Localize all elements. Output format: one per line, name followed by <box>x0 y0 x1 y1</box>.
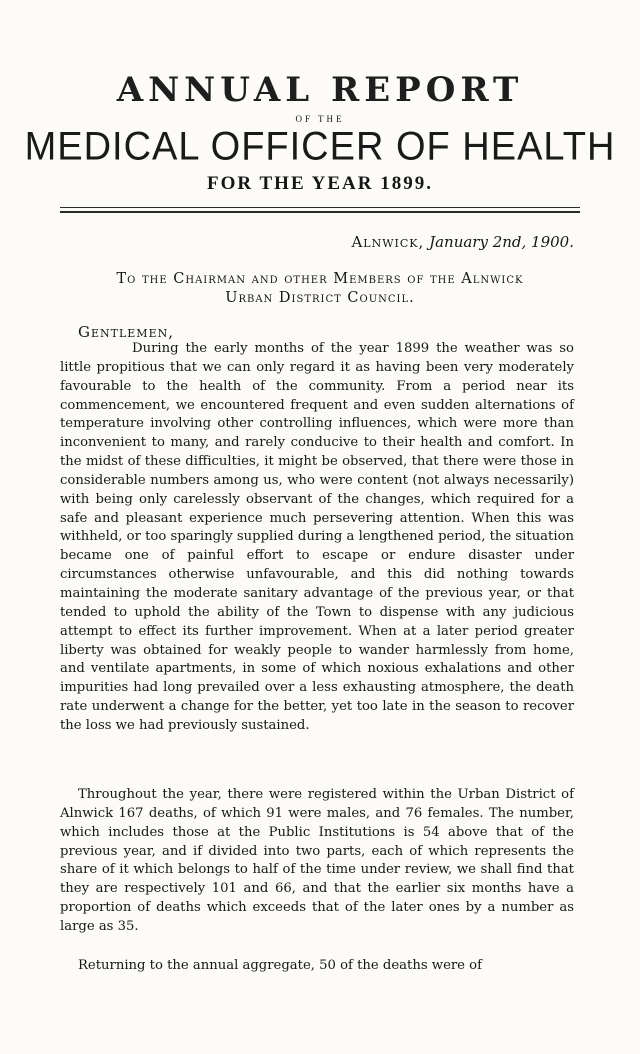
paragraph-text: During the early months of the year 1899 the weather was so little propitious that we can only regard it as having been very moderately favourable to the health of the community. From a period near its commencement, we encountered frequent and even sudden alternations of temperature involving other controlling influences, which were more than inconvenient to many, and rarely conducive to their health and comfort. In the midst of these difficulties, it might be observed, that there were those in considerable numbers among us, who were content (not always necessarily) with being only carelessly observant of the changes, which required for a safe and pleasant experience much persevering attention. When this was withheld, or too sparingly supplied during a lengthened period, the situation became one of painful effort to escape or endure disaster under circumstances otherwise unfavourable, and this did nothing towards maintaining the moderate sanitary advantage of the previous year, or that tended to uphold the ability of the Town to dispense with any judicious attempt to effect its further improvement. When at a later period greater liberty was obtained for weakly people to wander harmlessly from home, and ventilate apartments, in some of which noxious exhalations and other impurities had long prevailed over a less exhausting atmosphere, the death rate underwent a change for the better, yet too late in the season to recover the loss we had previously sustained. <box>60 341 574 733</box>
dateline <box>351 232 574 252</box>
header-divider-thin <box>60 207 580 208</box>
dateline-date: January 2nd, 1900. <box>429 233 574 251</box>
address-line-2: Urban District Council. <box>225 290 415 306</box>
report-year-title: FOR THE YEAR 1899. <box>206 173 434 194</box>
address-line-1: To the Chairman and other Members of the Alnwick <box>116 271 524 287</box>
body-paragraph-2 <box>60 786 574 937</box>
dateline-location: Alnwick, <box>351 233 425 251</box>
body-paragraph-3 <box>60 957 574 976</box>
address-block <box>60 270 580 308</box>
paragraph-text: Throughout the year, there were registered within the Urban District of Alnwick 167 deaths, of which 91 were males, and 76 females. The number, which includes those at the Public Institutions is 54 above that of the previous year, and if divided into two parts, each of which represents the share of it which belongs to half of the time under review, we shall find that they are respectively 101 and 66, and that the earlier six months have a proportion of deaths which exceeds that of the later ones by a number as large as 35. <box>60 787 574 934</box>
header-divider-thick <box>60 211 580 213</box>
body-paragraph-1 <box>60 340 574 736</box>
report-title-connector: OF THE <box>295 114 345 124</box>
report-subject-title: MEDICAL OFFICER OF HEALTH <box>24 124 616 170</box>
salutation: Gentlemen, <box>78 323 174 341</box>
report-title: ANNUAL REPORT <box>116 70 524 110</box>
paragraph-text: Returning to the annual aggregate, 50 of the deaths were of <box>78 958 482 973</box>
